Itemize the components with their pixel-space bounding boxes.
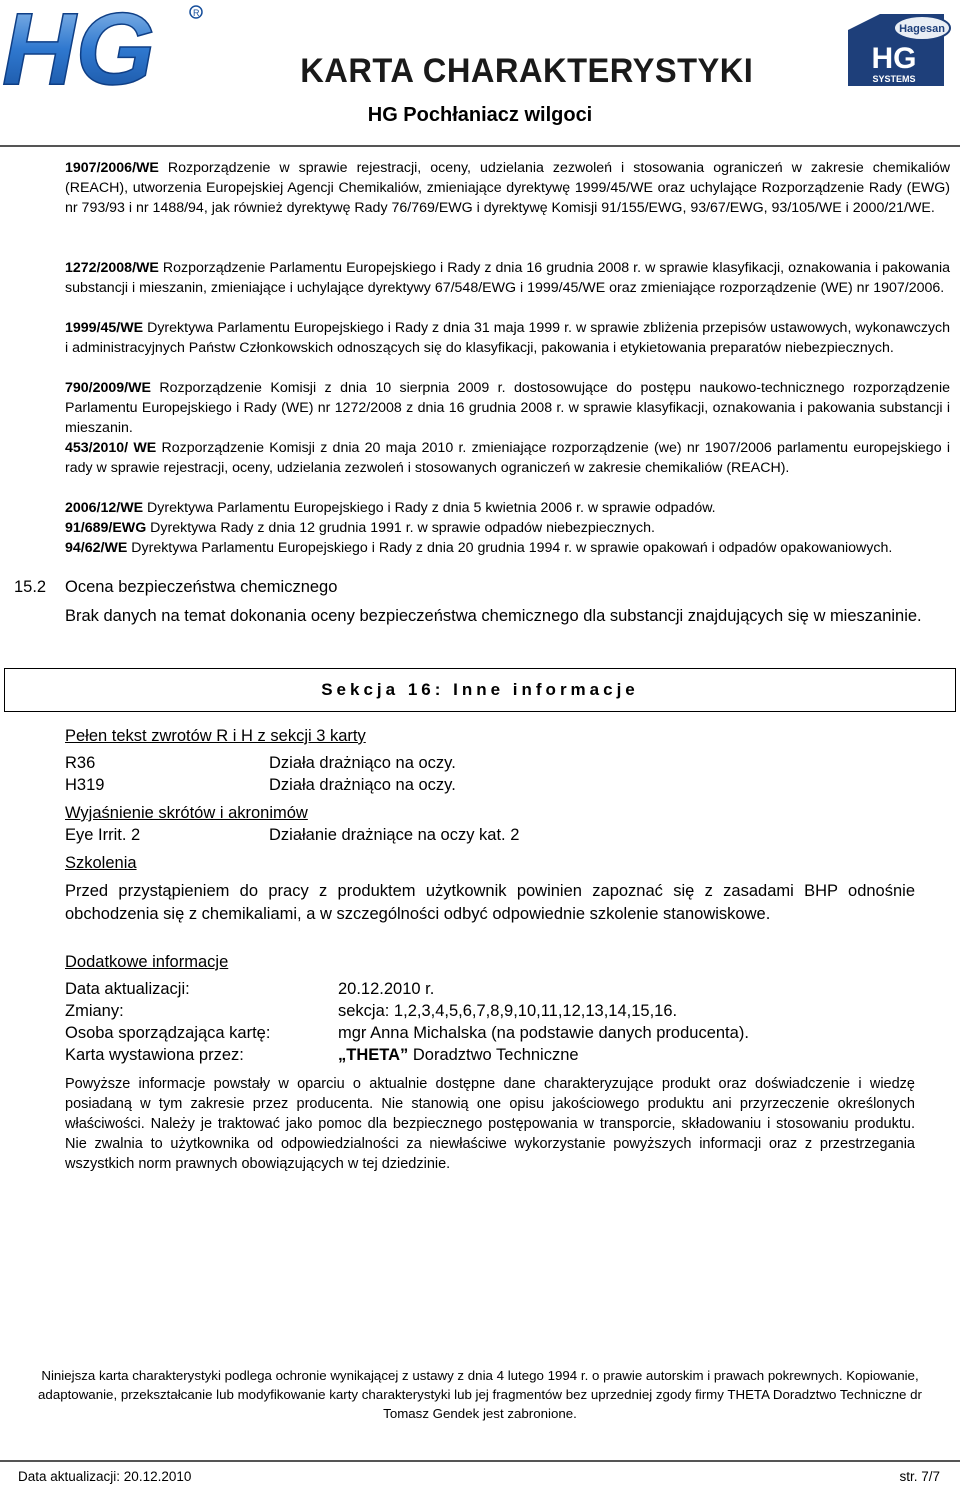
svg-text:SYSTEMS: SYSTEMS xyxy=(872,74,916,84)
svg-text:R: R xyxy=(193,8,200,18)
regulation-item: 94/62/WE Dyrektywa Parlamentu Europejskiego i Rady z dnia 20 grudnia 1994 r. w sprawie opakowań i odpadów opakowaniowych. xyxy=(65,540,893,556)
product-name: HG Pochłaniacz wilgoci xyxy=(367,104,593,126)
abbreviation-code: Eye Irrit. 2 xyxy=(65,826,141,844)
document-title: KARTA CHARAKTERYSTYKI xyxy=(300,52,754,90)
regulation-item: 790/2009/WE Rozporządzenie Komisji z dnia 10 sierpnia 2009 r. dostosowujące do postępu naukowo-technicznego rozporządzenie Parlamentu Europejskiego i Rady (WE) nr 1272/2008 z dnia 16 grudnia 2008 r. w sprawie klasyfikacji, oznakowania i pakowania substancji i mieszanin. xyxy=(65,380,950,436)
regulation-item: 1907/2006/WE Rozporządzenie w sprawie rejestracji, oceny, udzielania zezwoleń i stosowania ograniczeń w zakresie chemikaliów (REACH), utworzenia Europejskiej Agencji Chemikaliów, zmieniające dyrektywę 1999/45/WE oraz uchylające Rozporządzenie Rady (EWG) nr 793/93 i nr 1488/94, jak również dyrektywę Rady 76/769/EWG i dyrektywę Komisji 91/155/EWG, 93/67/EWG, 93/105/WE i 2000/21/WE. xyxy=(65,160,950,216)
phrases-heading: Pełen tekst zwrotów R i H z sekcji 3 karty xyxy=(65,727,366,745)
abbreviation-text: Działanie drażniące na oczy kat. 2 xyxy=(269,826,520,844)
section-16-title: Sekcja 16: Inne informacje xyxy=(321,680,639,699)
hg-logo-text: HG xyxy=(2,0,155,95)
regulation-item: 1999/45/WE Dyrektywa Parlamentu Europejskiego i Rady z dnia 31 maja 1999 r. w sprawie zbliżenia przepisów ustawowych, wykonawczych i administracyjnych Państw Członkowskich odnoszących się do klasyfikacji, pakowania i etykietowania preparatów niebezpiecznych. xyxy=(65,320,950,356)
page-number: str. 7/7 xyxy=(899,1469,940,1484)
hg-logo xyxy=(0,0,210,95)
abbreviations-heading: Wyjaśnienie skrótów i akronimów xyxy=(65,804,308,822)
section-number: 15.2 xyxy=(14,578,47,596)
section-title: Ocena bezpieczeństwa chemicznego xyxy=(65,578,338,596)
regulation-item: 91/689/EWG Dyrektywa Rady z dnia 12 grudnia 1991 r. w sprawie odpadów niebezpiecznych. xyxy=(65,520,655,536)
copyright-notice: Niniejsza karta charakterystyki podlega ochronie wynikającej z ustawy z dnia 4 lutego 1994 r. o prawie autorskim i prawach pokrewnych. Kopiowanie, adaptowanie, przekształcanie lub modyfikowanie karty charakterystyki lub jej fragmentów bez uprzedniej zgody firmy THETA Doradztwo Techniczne dr Tomasz Gendek jest zabronione. xyxy=(38,1368,922,1421)
section-15-2-heading xyxy=(14,578,337,597)
phrase-code: H319 xyxy=(65,776,105,794)
regulation-item: 453/2010/ WE Rozporządzenie Komisji z dnia 20 maja 2010 r. zmieniające rozporządzenie (we) nr 1907/2006 parlamentu europejskiego i rady w sprawie rejestracji, oceny, udzielania zezwoleń i stosowanych ograniczeń w zakresie chemikaliów (REACH). xyxy=(65,440,950,476)
phrase-code: R36 xyxy=(65,754,96,772)
svg-text:Hagesan: Hagesan xyxy=(899,23,945,35)
regulation-item: 1272/2008/WE Rozporządzenie Parlamentu Europejskiego i Rady z dnia 16 grudnia 2008 r. w sprawie klasyfikacji, oznakowania i pakowania substancji i mieszanin, zmieniające i uchylające dyrektywy 67/548/EWG i 1999/45/WE oraz zmieniające rozporządzenie (WE) nr 1907/2006. xyxy=(65,260,950,296)
training-body: Przed przystąpieniem do pracy z produktem użytkownik powinien zapoznać się z zasadami BHP odnośnie obchodzenia się z chemikaliami, a w szczególności odbyć odpowiednie szkolenie stanowiskowe. xyxy=(65,882,915,923)
theta-brand: „THETA” xyxy=(338,1046,409,1064)
svg-text:HG: HG xyxy=(871,42,917,75)
section-15-2-body: Brak danych na temat dokonania oceny bezpieczeństwa chemicznego dla substancji znajdujących się w mieszaninie. xyxy=(65,607,922,625)
phrase-text: Działa drażniąco na oczy. xyxy=(269,776,456,794)
regulation-item: 2006/12/WE Dyrektywa Parlamentu Europejskiego i Rady z dnia 5 kwietnia 2006 r. w sprawie odpadów. xyxy=(65,500,716,516)
footer-update-date: Data aktualizacji: 20.12.2010 xyxy=(18,1469,192,1484)
hagesan-hg-systems-logo xyxy=(840,8,952,90)
header-divider xyxy=(0,145,960,147)
footer-divider xyxy=(0,1460,960,1462)
training-heading: Szkolenia xyxy=(65,854,137,872)
phrase-text: Działa drażniąco na oczy. xyxy=(269,754,456,772)
additional-info-heading: Dodatkowe informacje xyxy=(65,953,229,971)
disclaimer-text: Powyższe informacje powstały w oparciu o aktualnie dostępne dane charakteryzujące produkt oraz doświadczenie i wiedzę posiadaną w tym zakresie przez producenta. Nie stanowią one opisu jakościowego produktu ani przyrzeczenie określonych właściwości. Należy je traktować jako pomoc dla bezpiecznego postępowania w transporcie, składowaniu i stosowaniu produktu. Nie zwalnia to użytkownika od odpowiedzialności za niewłaściwe wykorzystanie powyższych informacji oraz z przestrzegania wszystkich norm prawnych obowiązujących w tej dziedzinie. xyxy=(65,1076,915,1172)
